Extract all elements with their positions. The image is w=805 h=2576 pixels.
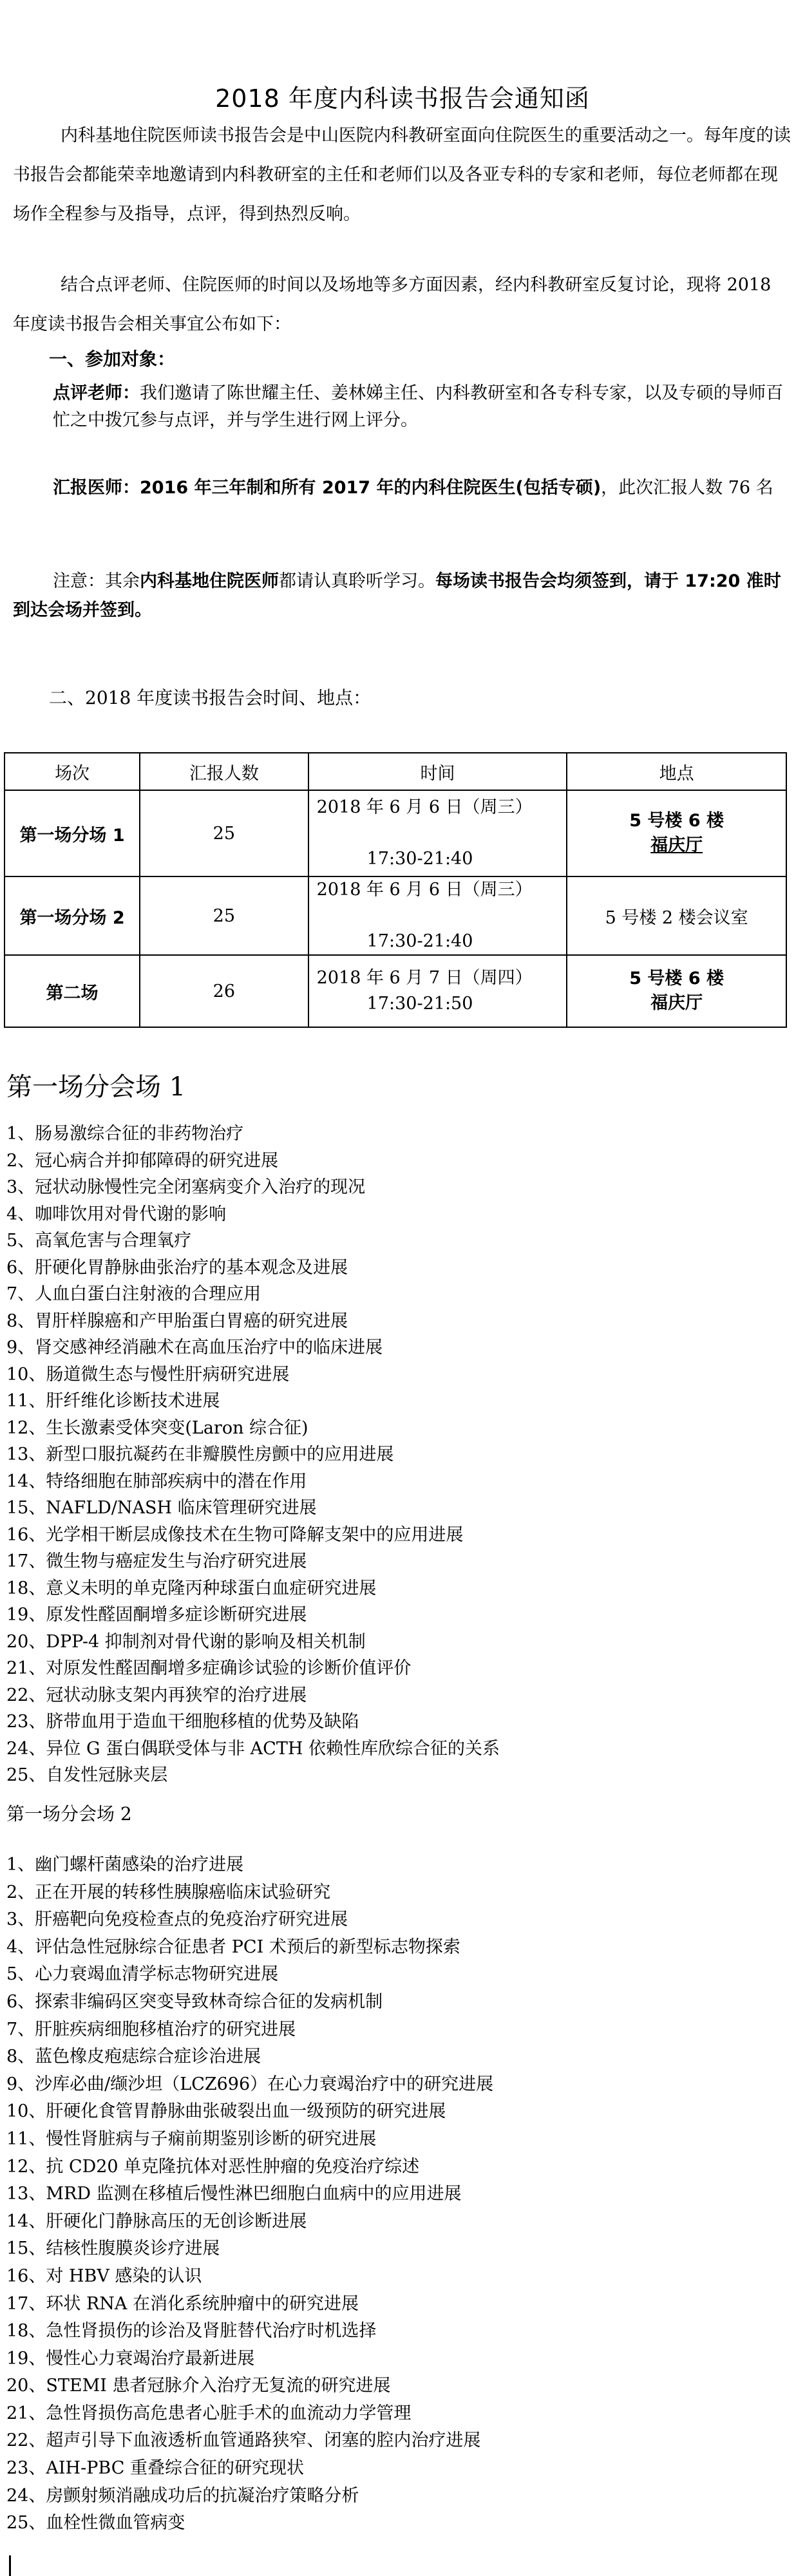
section-2-heading: 二、2018 年度读书报告会时间、地点： xyxy=(49,687,372,708)
row-location-cell xyxy=(567,876,786,955)
list-item: 13、MRD 监测在移植后慢性淋巴细胞白血病中的应用进展 xyxy=(6,2184,462,2204)
row-location-2: 福庆厅 xyxy=(650,835,703,855)
table-row xyxy=(5,790,786,876)
list-item: 18、急性肾损伤的诊治及肾脏替代治疗时机选择 xyxy=(6,2321,377,2342)
list-item: 7、肝脏疾病细胞移植治疗的研究进展 xyxy=(6,2019,296,2040)
list-item: 15、NAFLD/NASH 临床管理研究进展 xyxy=(6,1498,317,1518)
list-item: 22、超声引导下血液透析血管通路狭窄、闭塞的腔内治疗进展 xyxy=(6,2430,481,2451)
list-item: 25、自发性冠脉夹层 xyxy=(6,1765,168,1785)
reporters-label: 汇报医师： xyxy=(53,478,140,498)
list-item: 9、肾交感神经消融术在高血压治疗中的临床进展 xyxy=(6,1338,383,1358)
list-item: 5、心力衰竭血清学标志物研究进展 xyxy=(6,1964,279,1985)
row-location-cell xyxy=(567,790,786,876)
list-item: 2、正在开展的转移性胰腺癌临床试验研究 xyxy=(6,1882,331,1902)
header-session: 场次 xyxy=(5,753,140,790)
note-prefix: 注意：其余 xyxy=(53,571,140,591)
header-location: 地点 xyxy=(567,753,786,790)
list-item: 14、特络细胞在肺部疾病中的潜在作用 xyxy=(6,1471,307,1492)
list-item: 12、抗 CD20 单克隆抗体对恶性肿瘤的免疫治疗综述 xyxy=(6,2156,420,2177)
table-row xyxy=(5,955,786,1027)
intro-paragraph-1: 内科基地住院医师读书报告会是中山医院内科教研室面向住院医生的重要活动之一。每年度的读书报告会都能荣幸地邀请到内科教研室的主任和老师们以及各亚专科的专家和老师，每位老师都在现场作全程参与及指导，点评，得到热烈反响。 xyxy=(13,126,791,224)
reporters-text: 2016 年三年制和所有 2017 年的内科住院医生(包括专硕) xyxy=(140,478,601,498)
intro-paragraph-2: 结合点评老师、住院医师的时间以及场地等多方面因素，经内科教研室反复讨论，现将 2018 年度读书报告会相关事宜公布如下： xyxy=(13,275,772,334)
list-item: 1、幽门螺杆菌感染的治疗进展 xyxy=(6,1855,244,1875)
row-session: 第一场分场 1 xyxy=(5,790,140,876)
list-item: 16、光学相干断层成像技术在生物可降解支架中的应用进展 xyxy=(6,1524,464,1545)
reporters-count: ，此次汇报人数 76 名 xyxy=(601,478,773,498)
venue-2-list xyxy=(6,1852,493,2537)
list-item: 15、结核性腹膜炎诊疗进展 xyxy=(6,2239,220,2259)
row-location-2: 福庆厅 xyxy=(650,993,703,1013)
list-item: 24、异位 G 蛋白偶联受体与非 ACTH 依赖性库欣综合征的关系 xyxy=(6,1738,500,1759)
reviewers-text: 我们邀请了陈世耀主任、姜林娣主任、内科教研室和各专科专家，以及专硕的导师百忙之中拨冗参与点评，并与学生进行网上评分。 xyxy=(53,383,783,430)
list-item: 3、肝癌靶向免疫检查点的免疫治疗研究进展 xyxy=(6,1909,348,1930)
attendance-note xyxy=(13,567,792,625)
row-location-1: 5 号楼 6 楼 xyxy=(629,811,724,831)
list-item: 2、冠心病合并抑郁障碍的研究进展 xyxy=(6,1150,279,1171)
note-mid: 都请认真聆听学习。 xyxy=(279,571,435,591)
row-time-cell xyxy=(308,876,567,955)
list-item: 3、冠状动脉慢性完全闭塞病变介入治疗的现况 xyxy=(6,1177,366,1197)
row-date: 2018 年 6 月 6 日（周三） xyxy=(316,880,533,900)
list-item: 10、肝硬化食管胃静脉曲张破裂出血一级预防的研究进展 xyxy=(6,2101,446,2122)
list-item: 6、肝硬化胃静脉曲张治疗的基本观念及进展 xyxy=(6,1257,348,1278)
venue-2-heading: 第一场分会场 2 xyxy=(6,1803,132,1824)
venue-1-list xyxy=(6,1121,500,1789)
row-date: 2018 年 6 月 6 日（周三） xyxy=(316,797,533,817)
row-session: 第二场 xyxy=(5,955,140,1027)
list-item: 7、人血白蛋白注射液的合理应用 xyxy=(6,1284,261,1304)
list-item: 23、AIH-PBC 重叠综合征的研究现状 xyxy=(6,2458,304,2479)
header-count: 汇报人数 xyxy=(140,753,308,790)
row-time: 17:30-21:40 xyxy=(366,849,473,869)
list-item: 25、血栓性微血管病变 xyxy=(6,2513,185,2533)
list-item: 10、肠道微生态与慢性肝病研究进展 xyxy=(6,1364,290,1385)
row-date: 2018 年 6 月 7 日（周四） xyxy=(316,968,533,988)
list-item: 20、DPP-4 抑制剂对骨代谢的影响及相关机制 xyxy=(6,1631,366,1652)
list-item: 21、对原发性醛固酮增多症确诊试验的诊断价值评价 xyxy=(6,1658,412,1678)
schedule-header-row xyxy=(5,753,786,790)
text-cursor[interactable] xyxy=(9,2555,11,2576)
row-count: 26 xyxy=(140,955,308,1027)
venue-1-heading: 第一场分会场 1 xyxy=(6,1072,186,1102)
reporters-paragraph xyxy=(13,475,792,502)
list-item: 11、慢性肾脏病与子痫前期鉴别诊断的研究进展 xyxy=(6,2128,377,2149)
list-item: 17、微生物与癌症发生与治疗研究进展 xyxy=(6,1551,307,1571)
reviewers-paragraph xyxy=(13,380,792,434)
row-time: 17:30-21:50 xyxy=(366,994,473,1014)
schedule-table xyxy=(4,752,787,1028)
list-item: 23、脐带血用于造血干细胞移植的优势及缺陷 xyxy=(6,1712,359,1732)
list-item: 20、STEMI 患者冠脉介入治疗无复流的研究进展 xyxy=(6,2376,391,2396)
list-item: 4、评估急性冠脉综合征患者 PCI 术预后的新型标志物探索 xyxy=(6,1937,460,1957)
list-item: 16、对 HBV 感染的认识 xyxy=(6,2266,202,2286)
list-item: 1、肠易激综合征的非药物治疗 xyxy=(6,1124,244,1144)
row-session: 第一场分场 2 xyxy=(5,876,140,955)
row-count: 25 xyxy=(140,876,308,955)
row-location-1: 5 号楼 2 楼会议室 xyxy=(605,907,748,928)
list-item: 5、高氧危害与合理氧疗 xyxy=(6,1231,192,1251)
list-item: 14、肝硬化门静脉高压的无创诊断进展 xyxy=(6,2211,307,2231)
section-1-heading: 一、参加对象： xyxy=(49,348,176,370)
list-item: 8、蓝色橡皮疱痣综合症诊治进展 xyxy=(6,2047,261,2067)
header-time: 时间 xyxy=(308,753,567,790)
list-item: 13、新型口服抗凝药在非瓣膜性房颤中的应用进展 xyxy=(6,1444,394,1464)
note-bold-1: 内科基地住院医师 xyxy=(140,571,279,591)
list-item: 18、意义未明的单克隆丙种球蛋白血症研究进展 xyxy=(6,1578,377,1598)
row-count: 25 xyxy=(140,790,308,876)
list-item: 4、咖啡饮用对骨代谢的影响 xyxy=(6,1204,227,1224)
list-item: 21、急性肾损伤高危患者心脏手术的血流动力学管理 xyxy=(6,2403,412,2423)
row-time: 17:30-21:40 xyxy=(366,931,473,951)
list-item: 11、肝纤维化诊断技术进展 xyxy=(6,1391,220,1411)
note-bold-2: 每场读书报告会均须签到，请于 17:20 准时到达会场并签到。 xyxy=(13,571,781,620)
list-item: 17、环状 RNA 在消化系统肿瘤中的研究进展 xyxy=(6,2293,359,2314)
list-item: 24、房颤射频消融成功后的抗凝治疗策略分析 xyxy=(6,2485,359,2506)
row-location-cell xyxy=(567,955,786,1027)
row-time-cell xyxy=(308,790,567,876)
list-item: 19、慢性心力衰竭治疗最新进展 xyxy=(6,2348,255,2369)
list-item: 8、胃肝样腺癌和产甲胎蛋白胃癌的研究进展 xyxy=(6,1311,348,1331)
list-item: 22、冠状动脉支架内再狭窄的治疗进展 xyxy=(6,1685,307,1705)
reviewers-label: 点评老师： xyxy=(53,383,140,403)
list-item: 19、原发性醛固酮增多症诊断研究进展 xyxy=(6,1605,307,1625)
page-title: 2018 年度内科读书报告会通知函 xyxy=(215,84,590,113)
list-item: 12、生长激素受体突变(Laron 综合征) xyxy=(6,1417,308,1438)
row-location-1: 5 号楼 6 楼 xyxy=(629,969,724,989)
row-time-cell xyxy=(308,955,567,1027)
table-row xyxy=(5,876,786,955)
list-item: 6、探索非编码区突变导致林奇综合征的发病机制 xyxy=(6,1991,383,2012)
list-item: 9、沙库必曲/缬沙坦（LCZ696）在心力衰竭治疗中的研究进展 xyxy=(6,2074,494,2094)
